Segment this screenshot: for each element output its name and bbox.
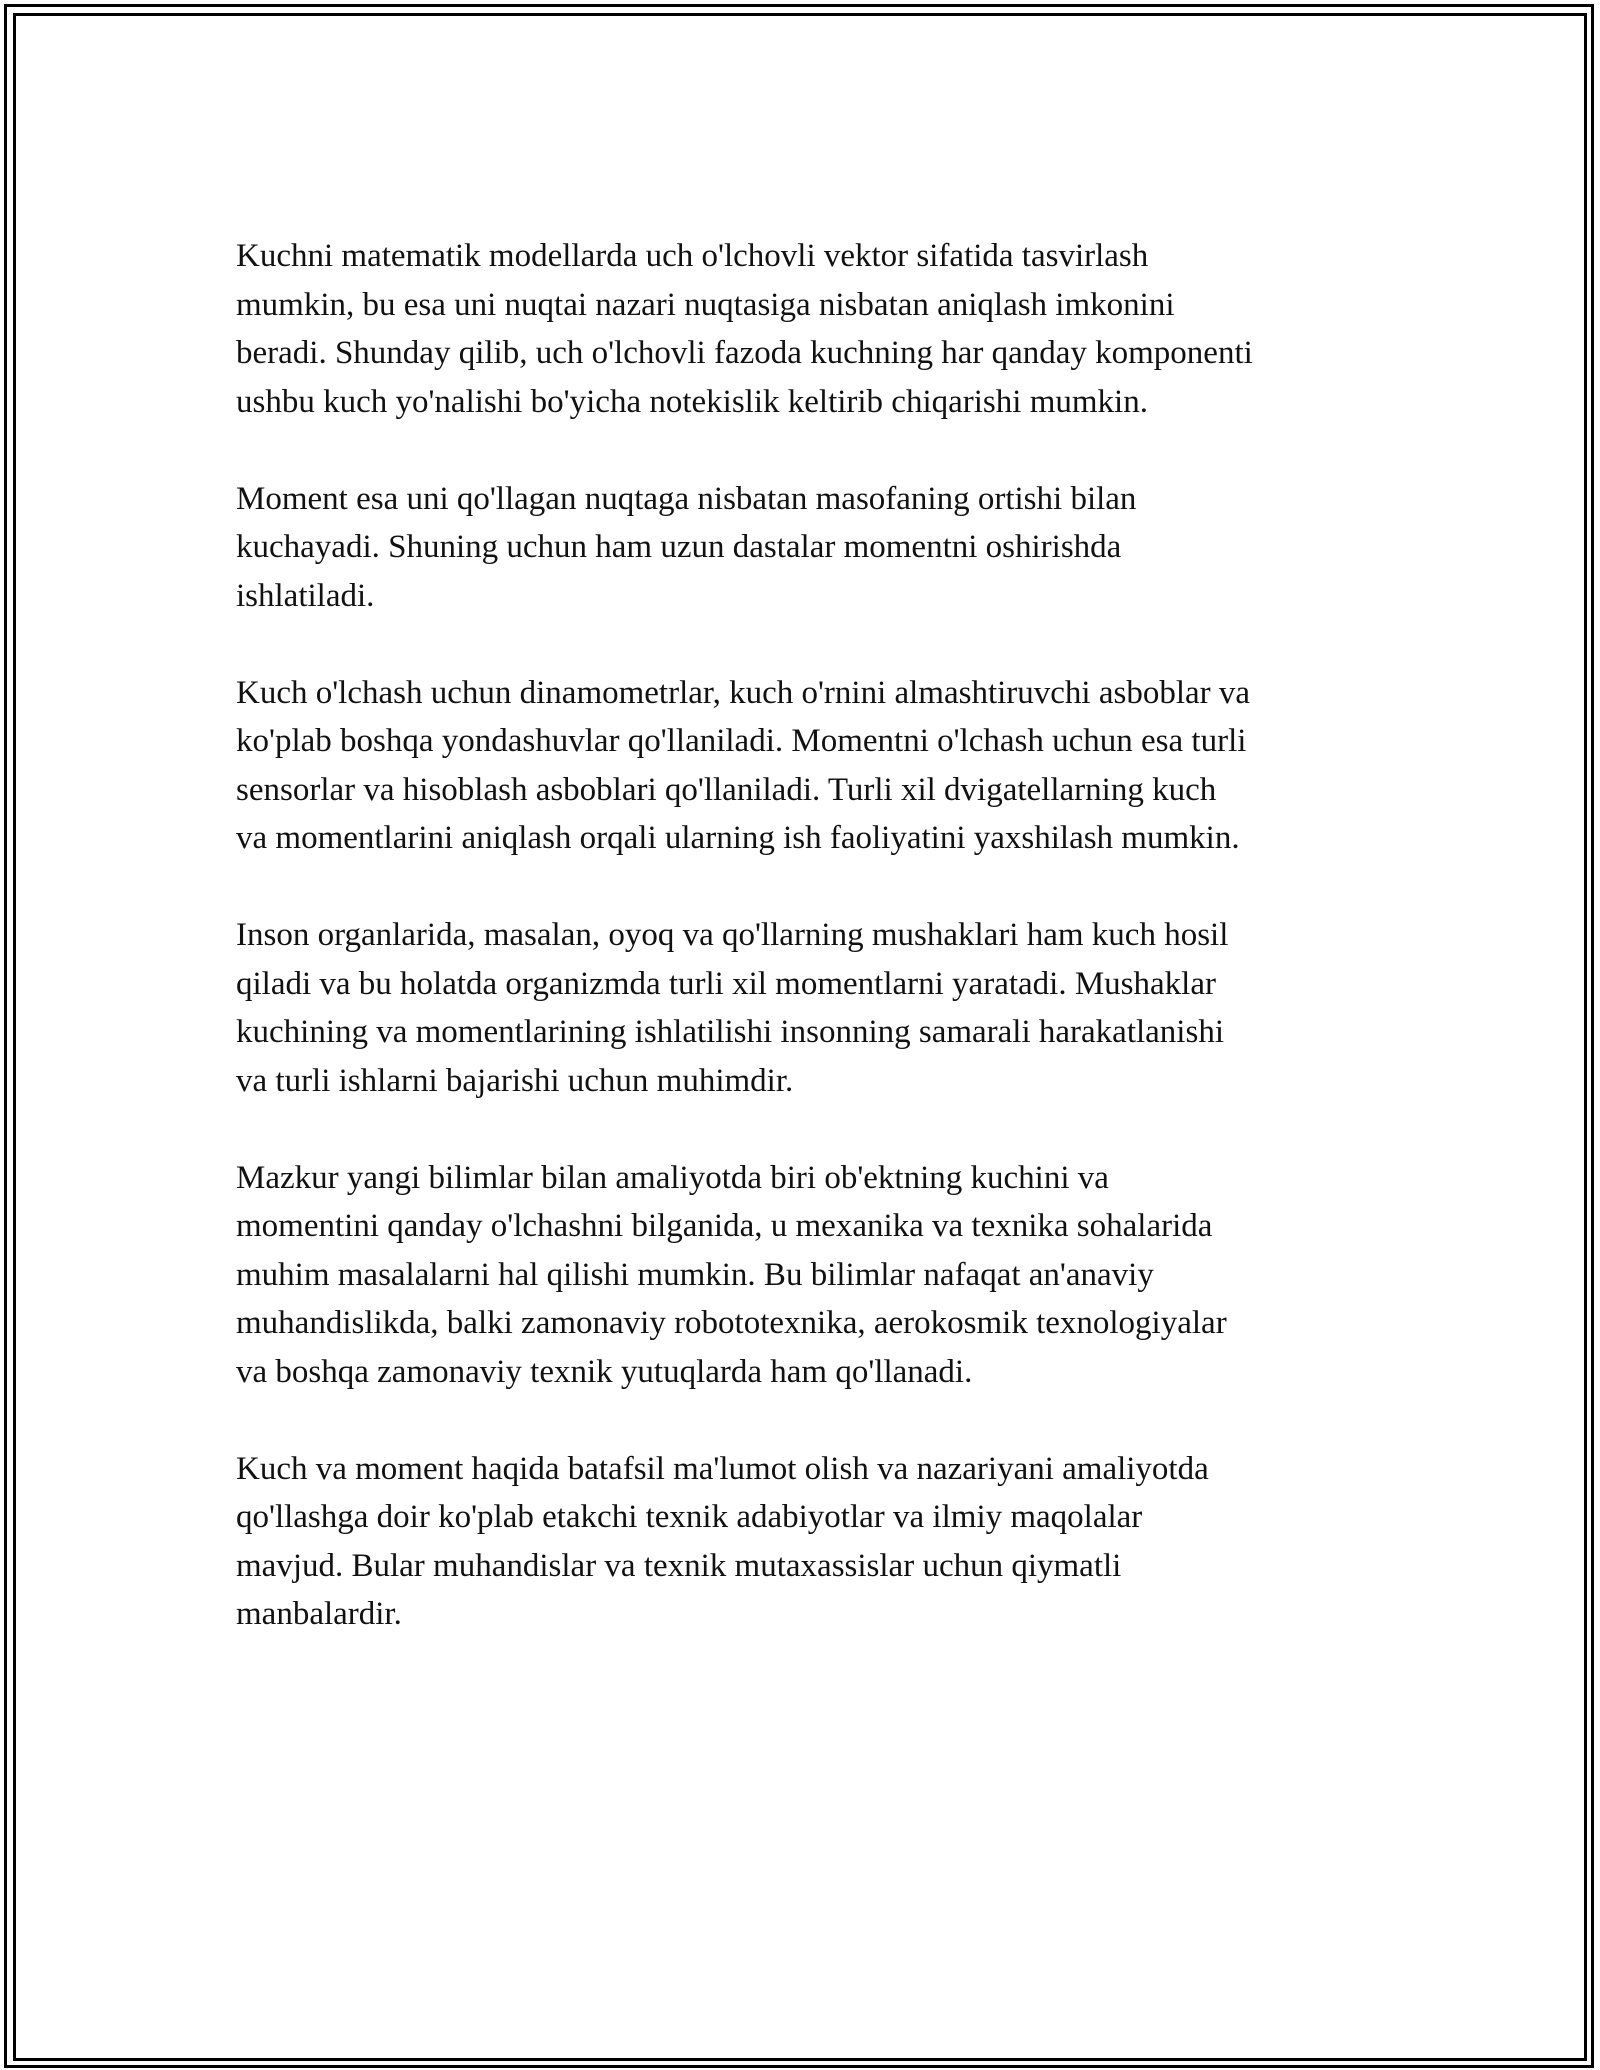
text-line: Kuchni matematik modellarda uch o'lchovli vektor sifatida tasvirlash	[236, 238, 1149, 274]
text-line: va momentlarini aniqlash orqali ularning ish faoliyatini yaxshilash mumkin.	[236, 820, 1240, 856]
text-line: Kuch va moment haqida batafsil ma'lumot olish va nazariyani amaliyotda	[236, 1450, 1209, 1487]
paragraph-6	[236, 1445, 1386, 1639]
paragraph-2	[236, 475, 1386, 621]
text-line: ko'plab boshqa yondashuvlar qo'llaniladi. Momentni o'lchash uchun esa turli	[236, 723, 1247, 759]
paragraph-5	[236, 1154, 1386, 1397]
text-line: Inson organlarida, masalan, oyoq va qo'llarning mushaklari ham kuch hosil	[236, 917, 1229, 953]
text-line: Kuch o'lchash uchun dinamometrlar, kuch o'rnini almashtiruvchi asboblar va	[236, 674, 1251, 711]
text-line: mumkin, bu esa uni nuqtai nazari nuqtasiga nisbatan aniqlash imkonini	[236, 286, 1175, 323]
text-line: mavjud. Bular muhandislar va texnik mutaxassislar uchun qiymatli	[236, 1547, 1122, 1584]
document-body	[236, 232, 1386, 1687]
text-line: Moment esa uni qo'llagan nuqtaga nisbatan masofaning ortishi bilan	[236, 480, 1137, 517]
text-line: muhandislikda, balki zamonaviy robototexnika, aerokosmik texnologiyalar	[236, 1305, 1227, 1341]
text-line: Mazkur yangi bilimlar bilan amaliyotda biri ob'ektning kuchini va	[236, 1159, 1109, 1196]
text-line: sensorlar va hisoblash asboblari qo'llaniladi. Turli xil dvigatellarning kuch	[236, 771, 1217, 808]
paragraph-1	[236, 232, 1386, 426]
text-line: muhim masalalarni hal qilishi mumkin. Bu bilimlar nafaqat an'anaviy	[236, 1256, 1154, 1293]
text-line: va turli ishlarni bajarishi uchun muhimdir.	[236, 1062, 794, 1099]
text-line: qiladi va bu holatda organizmda turli xil momentlarni yaratadi. Mushaklar	[236, 965, 1216, 1002]
text-line: kuchining va momentlarining ishlatilishi insonning samarali harakatlanishi	[236, 1014, 1224, 1050]
paragraph-3	[236, 669, 1386, 863]
text-line: manbalardir.	[236, 1596, 402, 1632]
text-line: ushbu kuch yo'nalishi bo'yicha notekislik keltirib chiqarishi mumkin.	[236, 383, 1148, 420]
text-line: va boshqa zamonaviy texnik yutuqlarda ham qo'llanadi.	[236, 1353, 973, 1390]
paragraph-4	[236, 911, 1386, 1105]
text-line: ishlatiladi.	[236, 577, 375, 614]
text-line: qo'llashga doir ko'plab etakchi texnik adabiyotlar va ilmiy maqolalar	[236, 1499, 1143, 1535]
text-line: beradi. Shunday qilib, uch o'lchovli fazoda kuchning har qanday komponenti	[236, 335, 1253, 371]
text-line: momentini qanday o'lchashni bilganida, u mexanika va texnika sohalarida	[236, 1208, 1213, 1244]
text-line: kuchayadi. Shuning uchun ham uzun dastalar momentni oshirishda	[236, 529, 1122, 565]
